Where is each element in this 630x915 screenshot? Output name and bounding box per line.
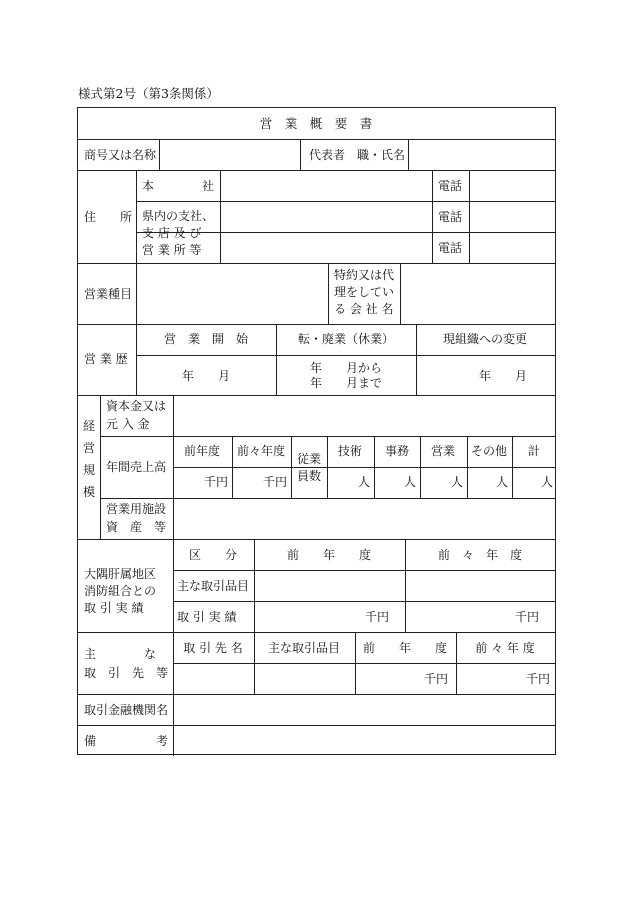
unit-person: 人 — [540, 475, 553, 489]
grid-line — [78, 539, 555, 540]
grid-line — [374, 436, 375, 498]
grid-line — [78, 324, 555, 325]
business-overview-form — [77, 107, 556, 755]
other-header: その他 — [470, 444, 508, 458]
phone-label: 電話 — [438, 241, 463, 255]
branch-label-1: 県内の支社、 — [142, 209, 215, 223]
unit-thousand-yen: 千円 — [514, 610, 539, 624]
clients-label-1: 主 な — [84, 647, 157, 661]
agency-label-2: 理をしてい — [334, 285, 395, 299]
client-row-field[interactable] — [174, 664, 456, 694]
scale-label: 経 営 規 模 — [82, 419, 95, 499]
facilities-label-2: 資 産 等 — [106, 520, 167, 534]
results-label: 取 引 実 績 — [177, 610, 237, 624]
unit-thousand-yen: 千円 — [423, 672, 448, 686]
total-header: 計 — [527, 444, 541, 458]
unit-person: 人 — [495, 475, 508, 489]
grid-line — [420, 436, 421, 498]
form-number-label: 様式第2号（第3条関係） — [78, 86, 219, 101]
grid-line — [276, 324, 277, 395]
company-name-label: 商号又は名称 — [84, 148, 157, 162]
grid-line — [300, 139, 301, 170]
capital-field[interactable] — [174, 396, 555, 436]
employees-label-2: 員数 — [296, 469, 322, 483]
facilities-label-1: 営業用施設 — [106, 502, 167, 516]
transfer-header: 転・廃業（休業） — [297, 332, 395, 346]
unit-person: 人 — [403, 475, 416, 489]
bank-label: 取引金融機関名 — [84, 703, 169, 717]
grid-line — [456, 632, 457, 694]
grid-line — [136, 355, 555, 356]
grid-line — [232, 436, 233, 498]
representative-label: 代表者 職・氏名 — [309, 148, 406, 162]
osumi-label-2: 消防組合との — [84, 584, 157, 598]
transfer-from: 年 月から — [309, 361, 383, 375]
prev-year-header: 前年度 — [183, 444, 221, 458]
business-type-field[interactable] — [137, 264, 328, 324]
grid-line — [432, 170, 433, 263]
main-items-label: 主な取引品目 — [177, 579, 250, 593]
employees-label-1: 従業 — [296, 452, 322, 466]
hq-address-field[interactable] — [221, 171, 432, 201]
remarks-field[interactable] — [174, 726, 555, 756]
unit-thousand-yen: 千円 — [364, 610, 389, 624]
agency-label-1: 特約又は代 — [334, 268, 395, 282]
unit-person: 人 — [357, 475, 370, 489]
unit-thousand-yen: 千円 — [262, 475, 287, 489]
form-title: 営 業 概 要 書 — [259, 116, 373, 131]
grid-line — [512, 436, 513, 498]
main-items-field[interactable] — [255, 571, 555, 601]
client-prev-prev-year-header: 前 々 年 度 — [475, 641, 535, 655]
grid-line — [328, 263, 329, 324]
capital-label-2: 元 入 金 — [106, 417, 150, 431]
client-main-items-header: 主な取引品目 — [267, 641, 341, 655]
agency-label-3: る 会 社 名 — [334, 302, 394, 316]
branch-label-2: 支 店 及 び — [142, 226, 202, 240]
address-label: 住 所 — [84, 210, 133, 224]
osumi-label-3: 取 引 実 績 — [84, 601, 144, 615]
business-start-header: 営 業 開 始 — [163, 332, 249, 346]
unit-person: 人 — [450, 475, 463, 489]
client-prev-year-header: 前 年 度 — [362, 641, 448, 655]
grid-line — [173, 601, 555, 602]
facilities-field[interactable] — [174, 499, 555, 539]
capital-label-1: 資本金又は — [106, 399, 167, 413]
business-type-label: 営業種目 — [84, 287, 133, 301]
phone-label: 電話 — [438, 179, 463, 193]
unit-thousand-yen: 千円 — [525, 672, 550, 686]
history-label: 営 業 歴 — [84, 352, 128, 366]
grid-line — [100, 395, 101, 539]
prev-prev-year-header: 前々年度 — [236, 444, 286, 458]
start-year-month: 年 月 — [181, 369, 231, 383]
representative-field[interactable] — [409, 140, 555, 170]
hq-phone-field[interactable] — [470, 171, 555, 201]
phone-label: 電話 — [438, 210, 463, 224]
clients-label-2: 取 引 先 等 — [84, 666, 169, 680]
branch-phone-field[interactable] — [470, 202, 555, 263]
osumi-label-1: 大隅肝属地区 — [84, 567, 157, 581]
branch-address-field[interactable] — [221, 202, 432, 263]
osumi-prev-prev-year-header: 前 々 年 度 — [437, 548, 523, 562]
grid-line — [467, 436, 468, 498]
grid-line — [78, 632, 555, 633]
grid-line — [327, 436, 328, 498]
category-header: 区 分 — [188, 548, 238, 562]
grid-line — [173, 467, 555, 468]
osumi-prev-year-header: 前 年 度 — [286, 548, 372, 562]
organization-change-header: 現組織への変更 — [442, 332, 528, 346]
grid-line — [291, 436, 292, 498]
hq-label: 本 社 — [142, 179, 215, 193]
transfer-to: 年 月まで — [309, 376, 383, 390]
sales-staff-header: 営業 — [430, 444, 456, 458]
change-year-month: 年 月 — [478, 369, 528, 383]
agency-company-field[interactable] — [401, 264, 555, 324]
branch-label-3: 営 業 所 等 — [142, 243, 202, 257]
client-name-header: 取 引 先 名 — [183, 641, 243, 655]
annual-sales-label: 年間売上高 — [106, 460, 167, 474]
bank-field[interactable] — [174, 695, 555, 725]
unit-thousand-yen: 千円 — [203, 475, 228, 489]
office-header: 事務 — [384, 444, 410, 458]
remarks-label: 備 考 — [84, 734, 169, 748]
grid-line — [416, 324, 417, 395]
company-name-field[interactable] — [160, 140, 300, 170]
tech-header: 技術 — [337, 444, 363, 458]
